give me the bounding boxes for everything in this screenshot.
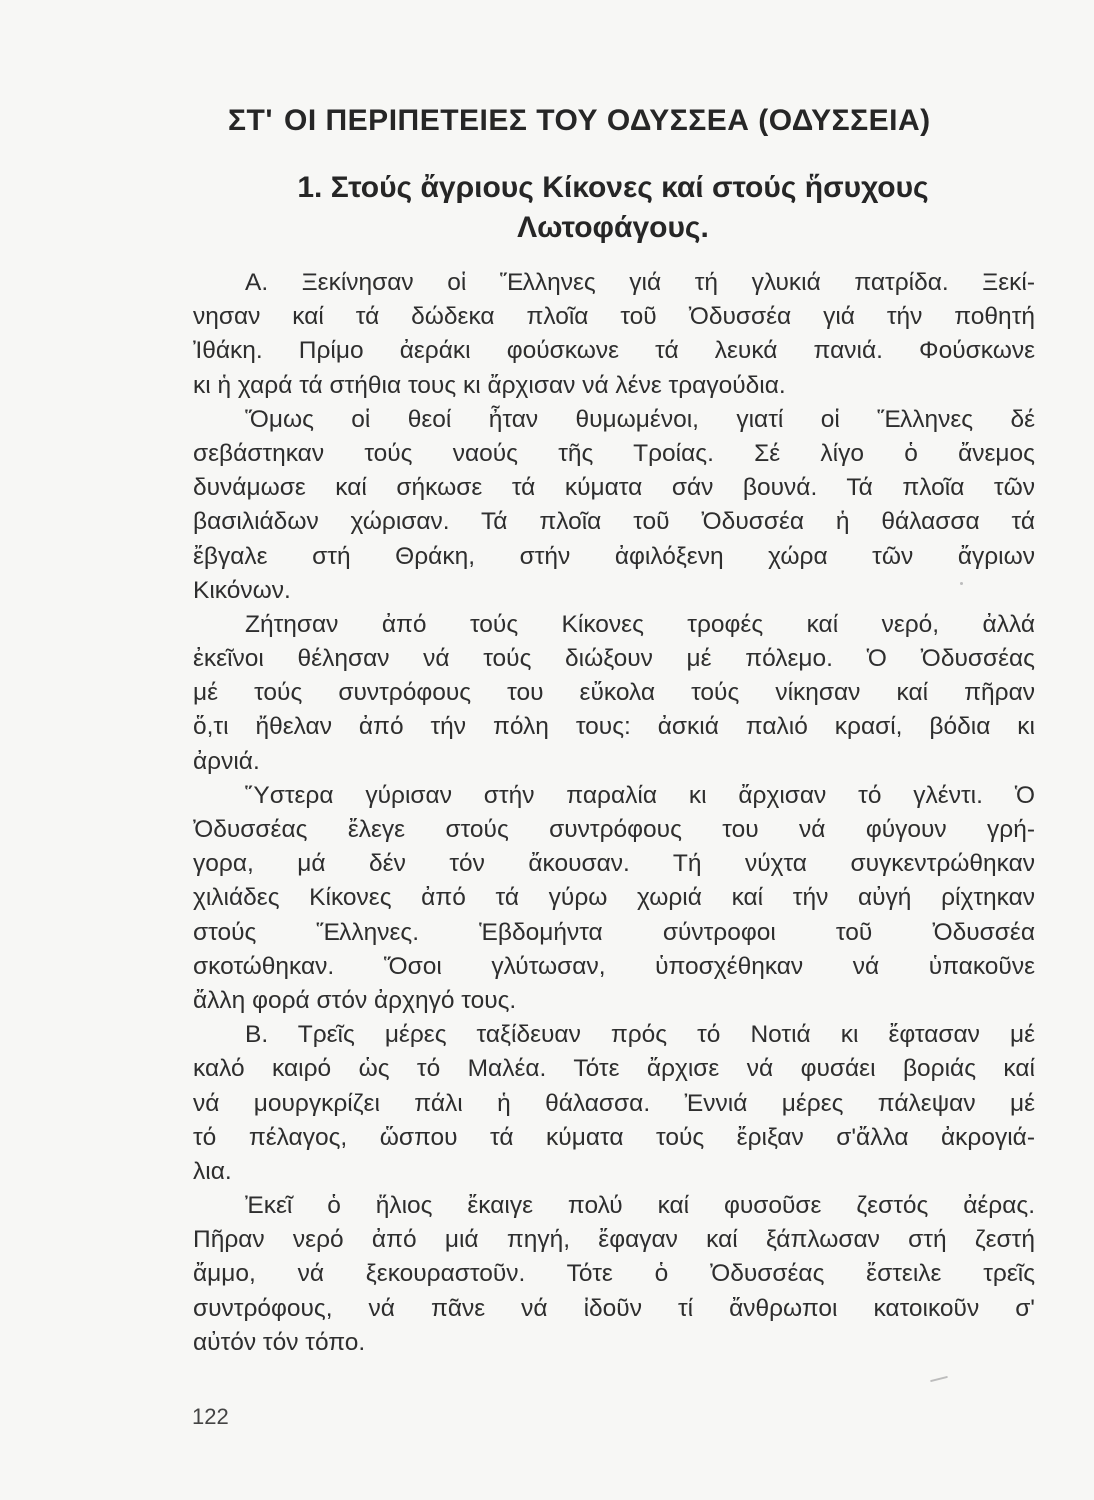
- text-line: Πῆραν νερό ἀπό μιά πηγή, ἔφαγαν καί ξάπλωσαν στή ζεστή: [193, 1226, 1035, 1254]
- body-text: [193, 266, 1035, 1360]
- text-line: ὅ,τι ἤθελαν ἀπό τήν πόλη τους: ἀσκιά παλιό κρασί, βόδια κι: [193, 713, 1035, 741]
- text-line: ἄλλη φορά στόν ἀρχηγό τους.: [193, 986, 517, 1014]
- chapter-heading: [228, 104, 1028, 138]
- text-line: Ὅμως οἱ θεοί ἦταν θυμωμένοι, γιατί οἱ Ἕλληνες δέ: [245, 405, 1035, 433]
- page-number: 122: [192, 1404, 229, 1429]
- chapter-title-text: ΟΙ ΠΕΡΙΠΕΤΕΙΕΣ ΤΟΥ ΟΔΥΣΣΕΑ (ΟΔΥΣΣΕΙΑ): [284, 104, 931, 137]
- section-heading-line-1: 1. Στούς ἄγριους Κίκονες καί στούς ἥσυχους: [297, 171, 929, 204]
- text-line: βασιλιάδων χώρισαν. Τά πλοῖα τοῦ Ὀδυσσέα ἡ θάλασσα τά: [193, 508, 1035, 536]
- section-heading-line-2: Λωτοφάγους.: [517, 211, 709, 244]
- text-line: σκοτώθηκαν. Ὅσοι γλύτωσαν, ὑποσχέθηκαν νά ὑπακοῦνε: [193, 952, 1035, 980]
- text-line: μέ τούς συντρόφους του εὔκολα τούς νίκησαν καί πῆραν: [193, 679, 1035, 707]
- text-line: Ὕστερα γύρισαν στήν παραλία κι ἄρχισαν τό γλέντι. Ὁ: [245, 781, 1035, 809]
- text-line: Ζήτησαν ἀπό τούς Κίκονες τροφές καί νερό, ἀλλά: [245, 610, 1035, 638]
- paper-speck: [930, 1376, 948, 1382]
- text-line: Ἐκεῖ ὁ ἥλιος ἔκαιγε πολύ καί φυσοῦσε ζεστός ἀέρας.: [245, 1192, 1035, 1220]
- paper-speck: [960, 582, 963, 585]
- text-line: Β. Τρεῖς μέρες ταξίδευαν πρός τό Νοτιά κι ἔφτασαν μέ: [245, 1021, 1035, 1049]
- text-line: Ἰθάκη. Πρίμο ἀεράκι φούσκωνε τά λευκά πανιά. Φούσκωνε: [193, 337, 1035, 365]
- text-line: Α. Ξεκίνησαν οἱ Ἕλληνες γιά τή γλυκιά πατρίδα. Ξεκί-: [245, 269, 1035, 296]
- chapter-number: ΣΤ': [228, 104, 273, 137]
- text-line: ἀρνιά.: [193, 747, 260, 775]
- text-line: Ὀδυσσέας ἔλεγε στούς συντρόφους του νά φύγουν γρή-: [193, 816, 1035, 843]
- text-line: Κικόνων.: [193, 576, 291, 604]
- text-line: σεβάστηκαν τούς ναούς τῆς Τροίας. Σέ λίγο ὁ ἄνεμος: [193, 439, 1035, 467]
- text-line: στούς Ἕλληνες. Ἑβδομήντα σύντροφοι τοῦ Ὀδυσσέα: [193, 918, 1035, 946]
- text-line: γορα, μά δέν τόν ἄκουσαν. Τή νύχτα συγκεντρώθηκαν: [193, 850, 1035, 878]
- text-line: ἔβγαλε στή Θράκη, στήν ἀφιλόξενη χώρα τῶν ἄγριων: [193, 542, 1035, 570]
- text-line: ἄμμο, νά ξεκουραστοῦν. Τότε ὁ Ὀδυσσέας ἔστειλε τρεῖς: [193, 1260, 1035, 1288]
- text-line: νησαν καί τά δώδεκα πλοῖα τοῦ Ὀδυσσέα γιά τήν ποθητή: [193, 303, 1035, 331]
- text-line: λια.: [193, 1157, 232, 1185]
- section-heading: [190, 168, 1036, 248]
- text-line: καλό καιρό ὡς τό Μαλέα. Τότε ἄρχισε νά φυσάει βοριάς καί: [193, 1055, 1035, 1083]
- text-line: αὐτόν τόν τόπο.: [193, 1328, 366, 1356]
- text-line: κι ἡ χαρά τά στήθια τους κι ἄρχισαν νά λένε τραγούδια.: [193, 371, 786, 399]
- text-line: νά μουργκρίζει πάλι ἡ θάλασσα. Ἐννιά μέρες πάλεψαν μέ: [193, 1089, 1035, 1117]
- text-line: ἐκεῖνοι θέλησαν νά τούς διώξουν μέ πόλεμο. Ὁ Ὀδυσσέας: [193, 645, 1035, 673]
- text-line: χιλιάδες Κίκονες ἀπό τά γύρω χωριά καί τήν αὐγή ρίχτηκαν: [193, 884, 1035, 912]
- text-line: συντρόφους, νά πᾶνε νά ἰδοῦν τί ἄνθρωποι κατοικοῦν σ': [193, 1294, 1035, 1322]
- text-line: τό πέλαγος, ὥσπου τά κύματα τούς ἔριξαν σ'ἄλλα ἀκρογιά-: [193, 1123, 1035, 1151]
- text-line: δυνάμωσε καί σήκωσε τά κύματα σάν βουνά. Τά πλοῖα τῶν: [193, 474, 1035, 502]
